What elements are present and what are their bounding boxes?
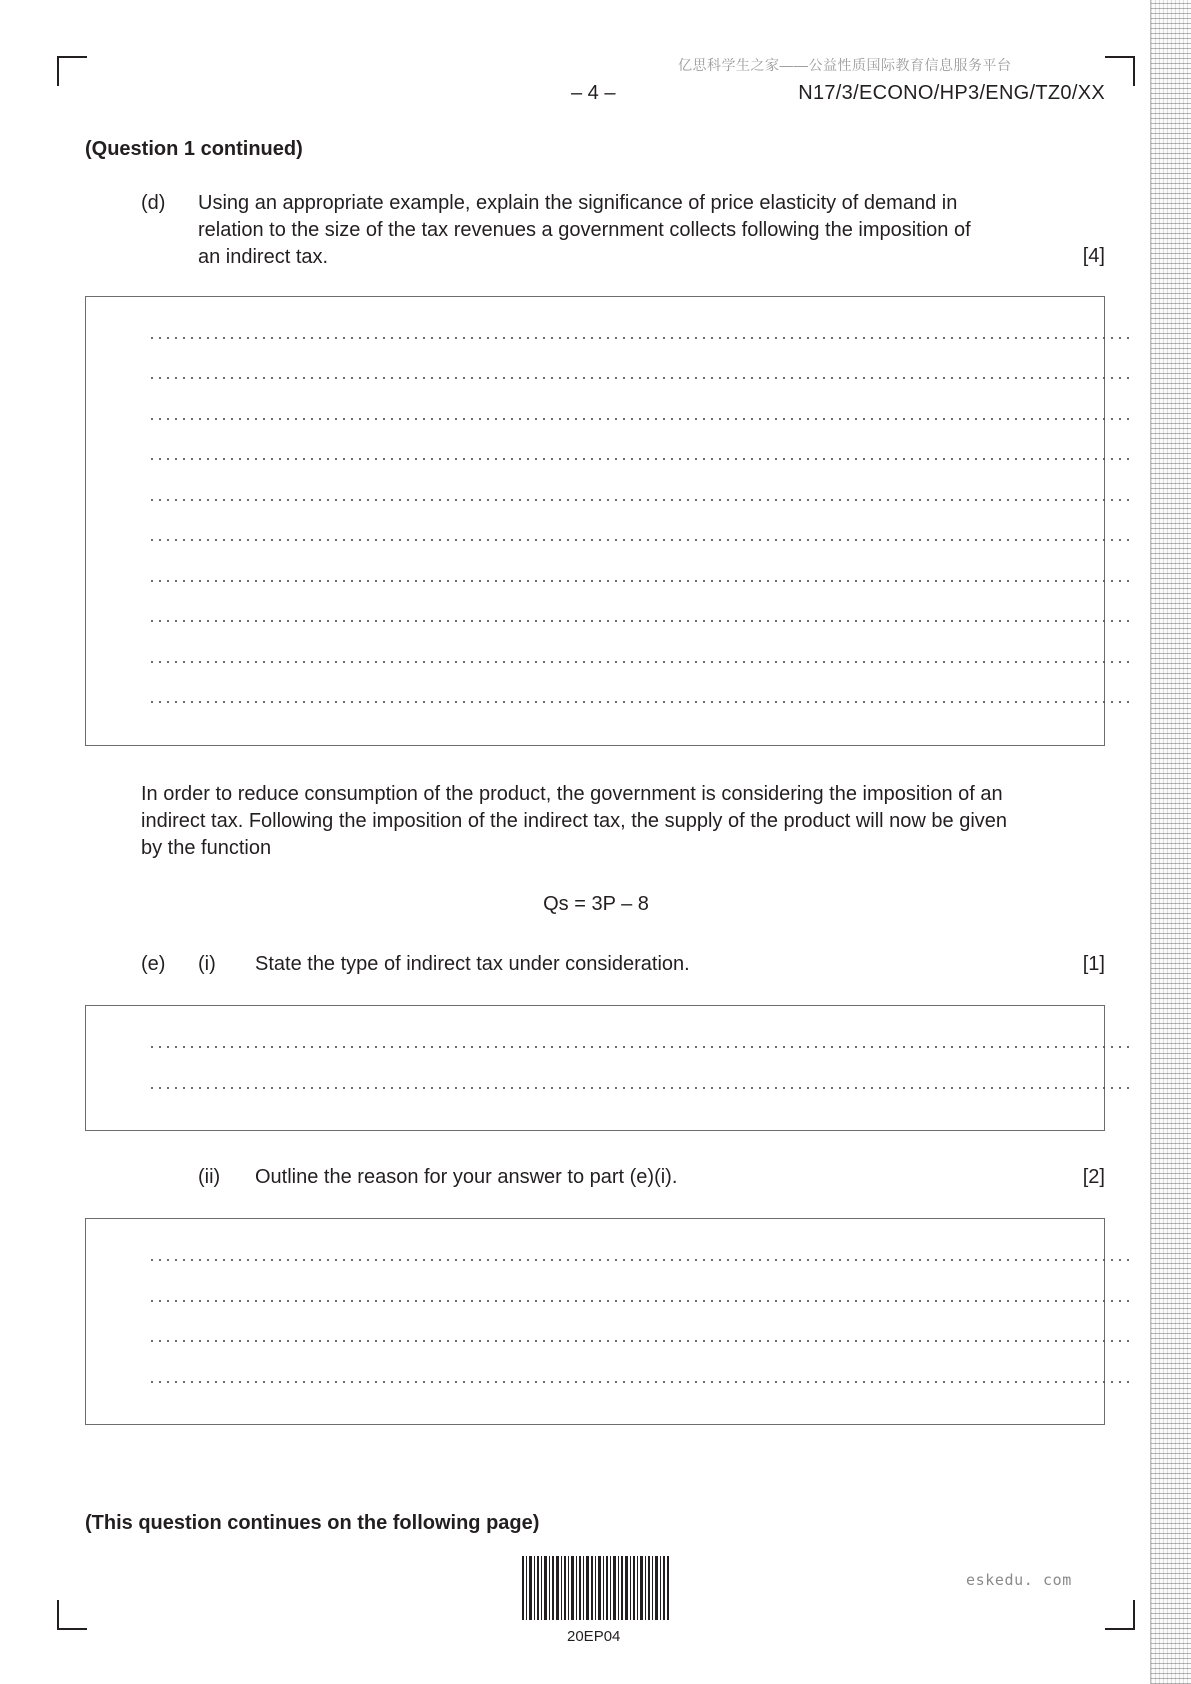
answer-line[interactable] [148,499,1134,501]
part-e-i-marks: [1] [1082,953,1105,975]
part-e-i-sublabel: (i) [198,953,216,975]
site-watermark: eskedu. com [966,1571,1072,1589]
paper-code: N17/3/ECONO/HP3/ENG/TZ0/XX [798,82,1105,104]
part-d-line: relation to the size of the tax revenues a government collects following the imposition of [198,219,971,241]
answer-line[interactable] [148,620,1134,622]
stem-line: indirect tax. Following the imposition of the indirect tax, the supply of the product will now be given [141,810,1008,832]
part-e-ii-sublabel: (ii) [198,1166,221,1188]
part-d-line: an indirect tax. [198,246,329,268]
barcode-image [522,1556,670,1626]
continues-notice: (This question continues on the following page) [85,1512,540,1534]
answer-line[interactable] [148,539,1134,541]
stem-line: In order to reduce consumption of the product, the government is considering the imposition of an [141,783,1003,805]
part-e-label: (e) [141,953,166,975]
crop-mark-top-left [57,56,87,86]
answer-line[interactable] [148,580,1134,582]
answer-line[interactable] [148,1381,1134,1383]
supply-function-equation: Qs = 3P – 8 [543,893,649,915]
answer-line[interactable] [148,1046,1134,1048]
part-e-ii-marks: [2] [1082,1166,1105,1188]
part-d-marks: [4] [1082,245,1105,267]
answer-box-d[interactable] [85,296,1105,746]
part-e-ii-question: Outline the reason for your answer to part (e)(i). [255,1166,678,1188]
answer-line[interactable] [148,661,1134,663]
crop-mark-bottom-left [57,1600,87,1630]
answer-line[interactable] [148,1300,1134,1302]
part-e-i-question: State the type of indirect tax under consideration. [255,953,690,975]
page-edge-strip [1150,0,1191,1684]
question-continued-heading: (Question 1 continued) [85,138,303,160]
barcode-label: 20EP04 [567,1628,621,1645]
part-d-question [198,190,1078,271]
header-watermark: 亿思科学生之家——公益性质国际教育信息服务平台 [678,57,1012,73]
stem-line: by the function [141,837,272,859]
answer-line[interactable] [148,418,1134,420]
question-stem [141,781,1111,862]
answer-line[interactable] [148,701,1134,703]
answer-box-e-ii[interactable] [85,1218,1105,1425]
answer-line[interactable] [148,1087,1134,1089]
part-d-line: Using an appropriate example, explain the significance of price elasticity of demand in [198,192,958,214]
answer-line[interactable] [148,1340,1134,1342]
answer-line[interactable] [148,337,1134,339]
answer-line[interactable] [148,458,1134,460]
answer-line[interactable] [148,377,1134,379]
crop-mark-top-right [1105,56,1135,86]
answer-box-e-i[interactable] [85,1005,1105,1131]
part-d-label: (d) [141,192,166,214]
crop-mark-bottom-right [1105,1600,1135,1630]
answer-line[interactable] [148,1259,1134,1261]
page-number: – 4 – [571,82,616,104]
